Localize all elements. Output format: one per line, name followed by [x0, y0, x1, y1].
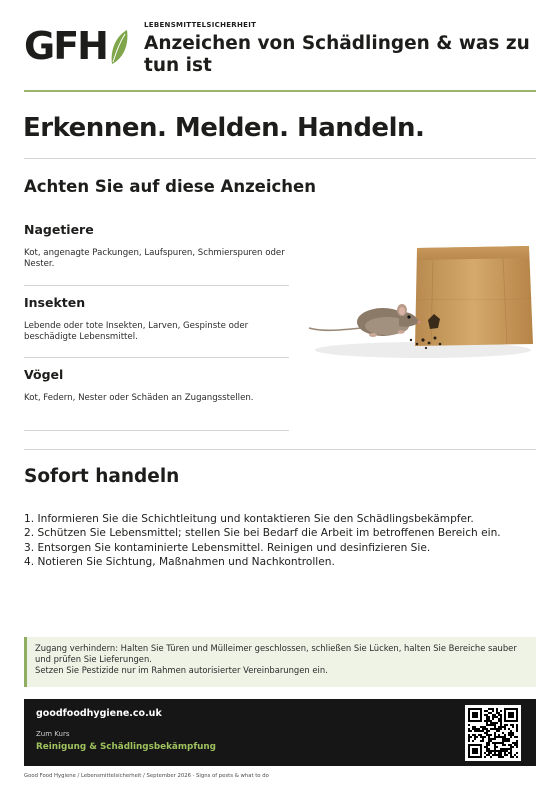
page-header [24, 20, 536, 90]
sign-birds [24, 367, 289, 404]
sign-rodents [24, 222, 289, 270]
sign-title: Nagetiere [24, 222, 94, 237]
document-title: Anzeichen von Schädlingen & was zu tun ist [144, 33, 530, 76]
headline-divider [24, 158, 536, 159]
sign-text: Kot, Federn, Nester oder Schäden an Zugangsstellen. [24, 393, 254, 403]
footer-banner [24, 699, 536, 766]
action-heading: Sofort handeln [24, 466, 180, 487]
leaf-icon [108, 28, 130, 68]
logo-text: GFH [24, 24, 107, 68]
sign-text: Kot, angenagte Packungen, Laufspuren, Schmierspuren oder Nester. [24, 248, 285, 269]
qr-code[interactable] [465, 705, 521, 761]
note-line: Zugang verhindern: Halten Sie Türen und Mülleimer geschlossen, schließen Sie Lücken, halten Sie Bereiche sauber und prüfen Sie Lieferungen. [35, 643, 517, 664]
gfh-logo [24, 26, 134, 66]
action-step: 3. Entsorgen Sie kontaminierte Lebensmittel. Reinigen und desinfizieren Sie. [24, 541, 431, 554]
course-label: Zum Kurs [36, 730, 70, 738]
sign-divider [24, 430, 289, 431]
signs-heading: Achten Sie auf diese Anzeichen [24, 177, 316, 196]
sign-insects [24, 295, 289, 343]
sign-title: Insekten [24, 295, 86, 310]
note-line: Setzen Sie Pestizide nur im Rahmen autorisierter Vereinbarungen ein. [35, 665, 328, 675]
mouse-and-bag-image [303, 240, 536, 398]
section-kicker: LEBENSMITTELSICHERHEIT [144, 21, 257, 29]
qr-code-icon [468, 708, 518, 758]
sign-divider [24, 357, 289, 358]
action-step: 4. Notieren Sie Sichtung, Maßnahmen und Nachkontrollen. [24, 555, 335, 568]
header-divider [24, 90, 536, 92]
section-divider [24, 449, 536, 450]
sign-title: Vögel [24, 367, 64, 382]
action-step: 1. Informieren Sie die Schichtleitung und kontaktieren Sie den Schädlingsbekämpfer. [24, 513, 474, 525]
action-step: 2. Schützen Sie Lebensmittel; stellen Sie bei Bedarf die Arbeit im betroffenen Bereich ein. [24, 527, 501, 540]
course-link[interactable]: Reinigung & Schädlingsbekämpfung [36, 742, 216, 752]
action-steps-list [24, 512, 536, 569]
footer-fineprint: Good Food Hygiene / Lebensmittelsicherheit / September 2026 · Signs of pests & what to do [24, 773, 269, 779]
website-link[interactable]: goodfoodhygiene.co.uk [36, 708, 162, 719]
main-headline: Erkennen. Melden. Handeln. [23, 113, 425, 143]
mouse-bag-illustration [303, 240, 536, 398]
sign-divider [24, 285, 289, 286]
prevention-note [24, 637, 536, 687]
sign-text: Lebende oder tote Insekten, Larven, Gespinste oder beschädigte Lebensmittel. [24, 321, 249, 342]
